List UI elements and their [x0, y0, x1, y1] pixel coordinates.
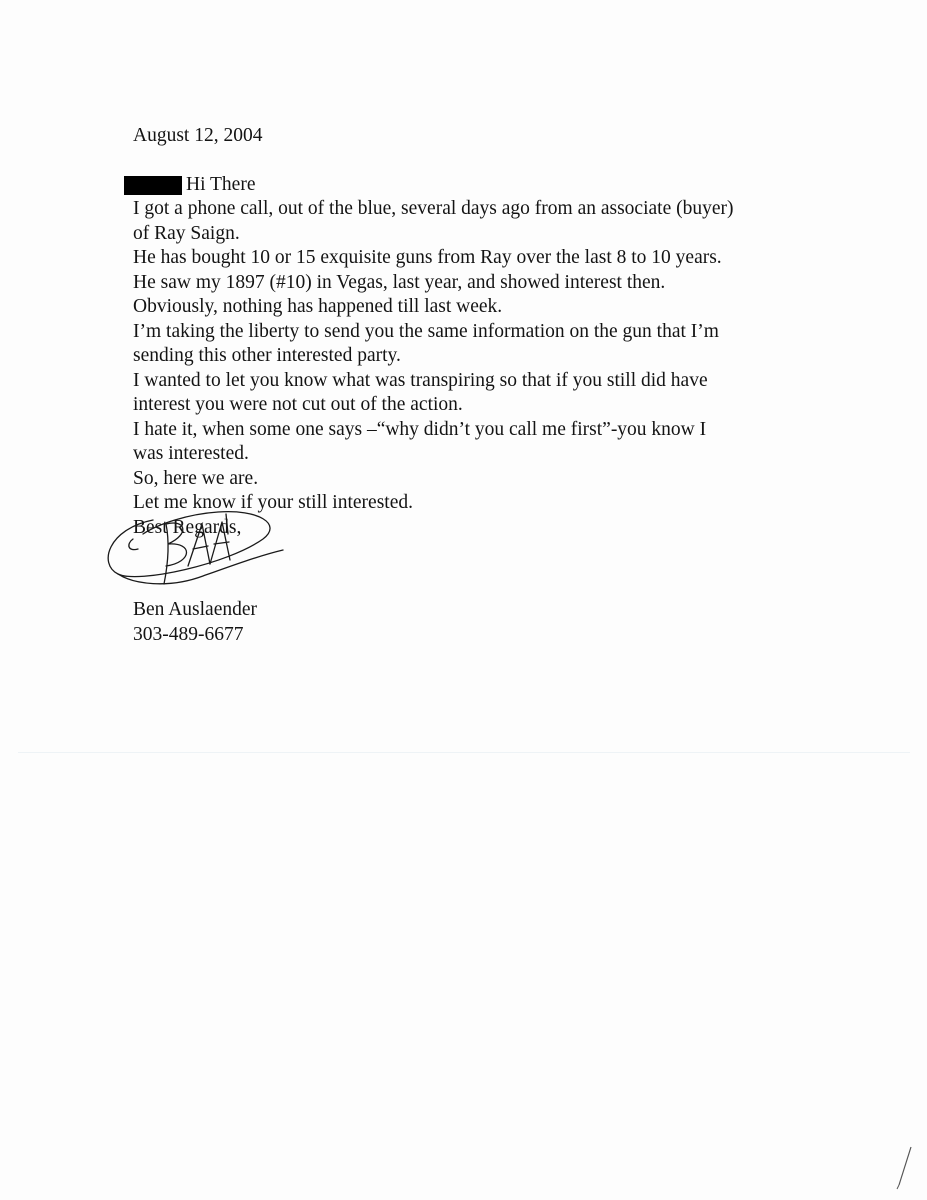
body-line: of Ray Saign.	[133, 222, 240, 244]
greeting-line	[133, 173, 793, 198]
signature-block	[133, 516, 793, 648]
body-line: He has bought 10 or 15 exquisite guns from Ray over the last 8 to 10 years.	[133, 247, 722, 268]
phone-number: 303-489-6677	[133, 623, 244, 645]
signature-space	[133, 540, 793, 598]
body-line: I wanted to let you know what was transpiring so that if you still did have	[133, 369, 708, 391]
body-line: interest you were not cut out of the action.	[133, 394, 463, 415]
body-line: I got a phone call, out of the blue, several days ago from an associate (buyer)	[133, 198, 734, 219]
body-line: So, here we are.	[133, 467, 259, 489]
closing-text: Best Regards,	[133, 516, 242, 538]
body-line: sending this other interested party.	[133, 345, 401, 366]
body-line: He saw my 1897 (#10) in Vegas, last year, and showed interest then.	[133, 271, 666, 293]
signer-name: Ben Auslaender	[133, 599, 258, 620]
body-line: I’m taking the liberty to send you the same information on the gun that I’m	[133, 320, 719, 342]
body-line: Obviously, nothing has happened till last week.	[133, 296, 503, 317]
letter-date: August 12, 2004	[133, 125, 263, 146]
body-line: I hate it, when some one says –“why didn’t you call me first”-you know I	[133, 418, 707, 440]
page-divider	[18, 752, 910, 753]
redaction-bar	[124, 176, 182, 195]
body-line: was interested.	[133, 443, 249, 464]
letter-body	[133, 124, 793, 647]
greeting-text: Hi There	[186, 173, 256, 195]
corner-mark	[895, 1145, 915, 1190]
body-line: Let me know if your still interested.	[133, 492, 413, 513]
